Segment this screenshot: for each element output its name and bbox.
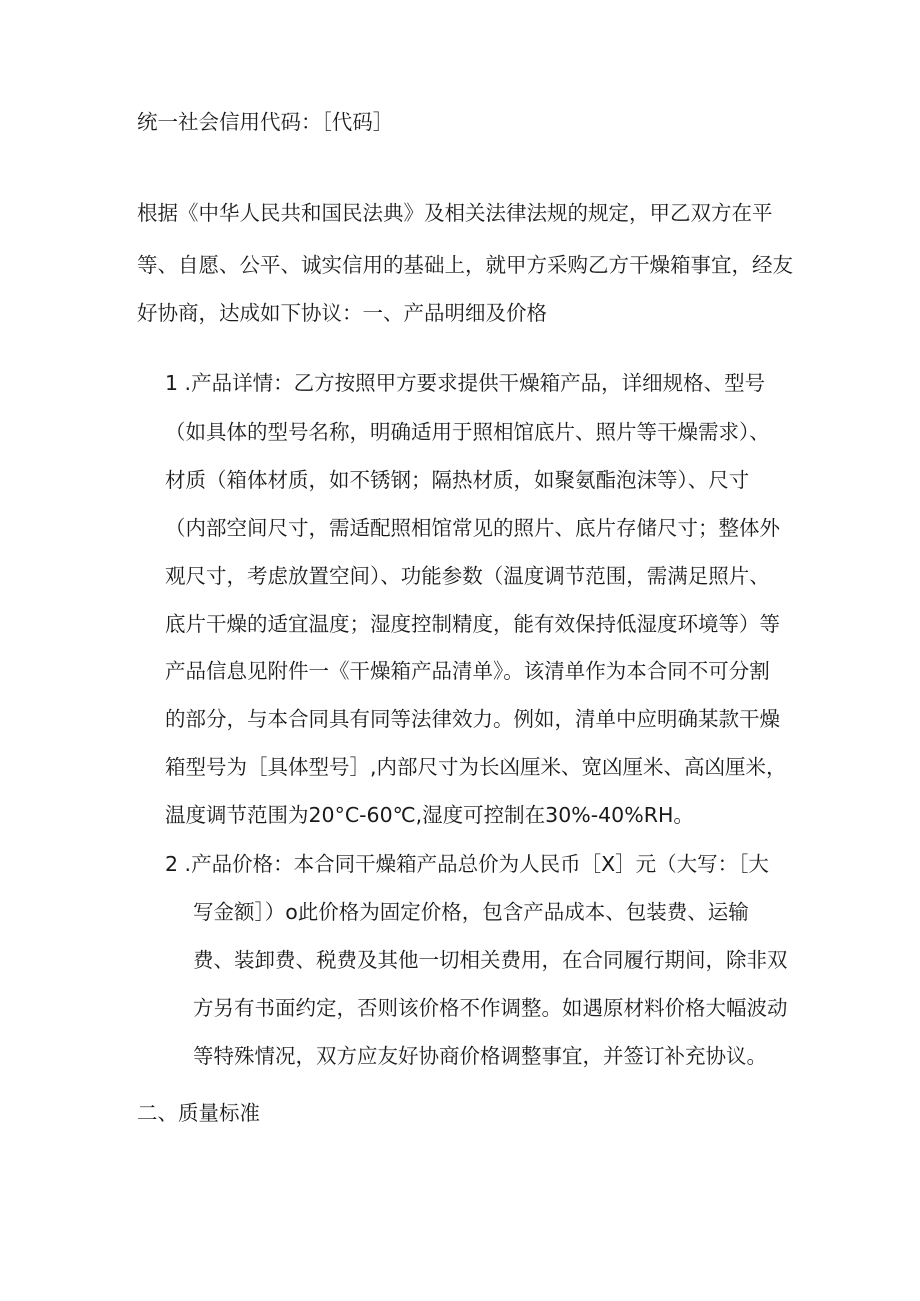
item1-line: （内部空间尺寸，需适配照相馆常见的照片、底片存储尺寸；整体外 [165,516,780,540]
item1-line: 箱型号为［具体型号］,内部尺寸为长凶厘米、宽凶厘米、高凶厘米， [165,755,787,779]
item2-line: 费、装卸费、税费及其他一切相关费用，在合同履行期间，除非双 [193,948,788,972]
item2-line: 方另有书面约定，否则该价格不作调整。如遇原材料价格大幅波动 [193,996,788,1020]
section-heading: 二、质量标准 [137,1101,260,1125]
item1-line: 底片干燥的适宜温度；湿度控制精度，能有效保持低湿度环境等）等 [165,612,780,636]
item1-line: 产品信息见附件一《干燥箱产品清单》。该清单作为本合同不可分割 [165,659,770,683]
intro-line: 等、自愿、公平、诚实信用的基础上，就甲方采购乙方干燥箱事宜，经友 [137,253,793,277]
item1-line: 材质（箱体材质，如不锈钢；隔热材质，如聚氨酯泡沫等）、尺寸 [165,468,750,492]
item2-line: 写金额］）o此价格为固定价格，包含产品成本、包装费、运输 [193,900,749,924]
item1-line: 的部分，与本合同具有同等法律效力。例如，清单中应明确某款干燥 [165,707,780,731]
item1-line: 观尺寸，考虑放置空间）、功能参数（温度调节范围，需满足照片、 [165,564,770,588]
item2-line: 等特殊情况，双方应友好协商价格调整事宜，并签订补充协议。 [193,1044,767,1068]
item2-line: 2 .产品价格：本合同干燥箱产品总价为人民币［X］元（大写：［大 [165,852,769,876]
intro-line: 根据《中华人民共和国民法典》及相关法律法规的规定，甲乙双方在平 [137,201,773,225]
intro-line: 好协商，达成如下协议：一、产品明细及价格 [137,301,547,325]
item1-line: 温度调节范围为20°C-60℃,湿度可控制在30%-40%RH。 [165,803,694,827]
credit-code-line: 统一社会信用代码：［代码］ [137,110,394,134]
item1-line: 1 .产品详情：乙方按照甲方要求提供干燥箱产品，详细规格、型号 [165,371,766,395]
item1-line: （如具体的型号名称，明确适用于照相馆底片、照片等干燥需求）、 [165,420,770,444]
